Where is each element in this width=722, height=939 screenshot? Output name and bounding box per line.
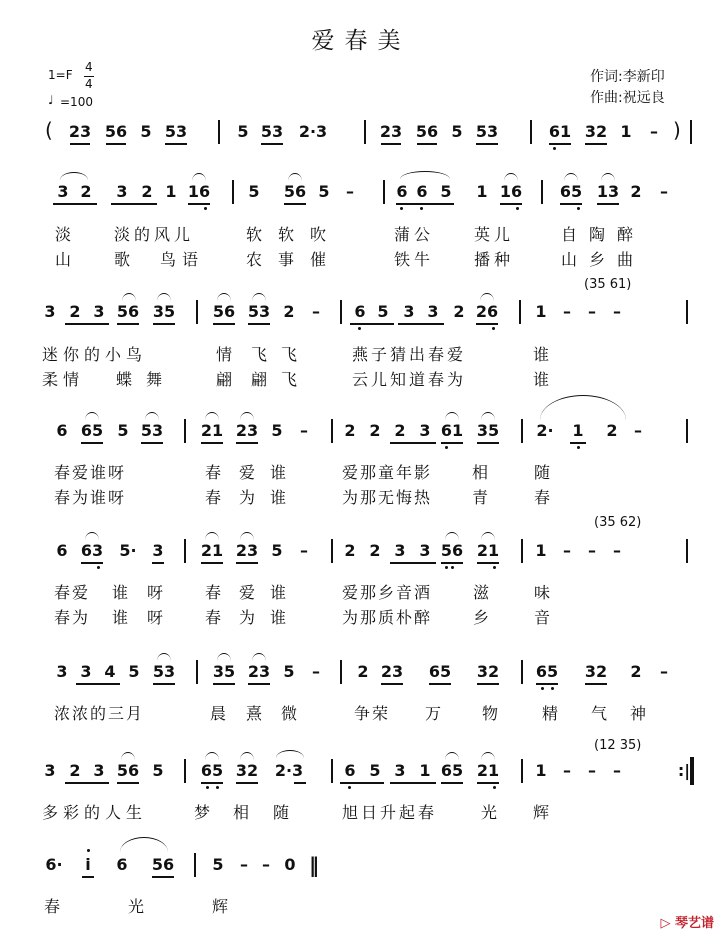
row6-token-18: 2	[630, 662, 642, 681]
lyric-word: 争荣	[354, 704, 391, 723]
row7-token-4: 5	[152, 761, 164, 780]
time-sig-denominator: 4	[85, 77, 93, 91]
row8-token-3: 56	[151, 855, 175, 874]
row7-token-13: 1	[419, 761, 431, 780]
lyric-word: 气	[591, 704, 608, 723]
lyric-word: 春爱谁呀	[54, 463, 127, 482]
row7-token-14: 65	[440, 761, 464, 780]
row5-cue: (35 62)	[594, 515, 642, 530]
row7-token-9	[331, 759, 333, 783]
lyric-word: 春	[205, 608, 222, 627]
row4-token-10: 2	[344, 421, 356, 440]
row3-token-19: –	[563, 302, 571, 321]
row4-token-1: 65	[80, 421, 104, 440]
lyric-word: 春爱	[54, 583, 91, 602]
row5-token-5: 21	[200, 541, 224, 560]
row4-token-14: 61	[440, 421, 464, 440]
row4-token-7: 5	[271, 421, 283, 440]
lyric-word: 精	[542, 704, 559, 723]
row7-token-7: 32	[235, 761, 259, 780]
row1-token-12: 5	[451, 122, 463, 141]
row2-token-21: –	[660, 182, 668, 201]
lyric-word: 自陶醉	[561, 225, 646, 244]
score-row-5	[0, 537, 722, 577]
row2-token-4: 1	[165, 182, 177, 201]
row7-token-8: 2·3	[274, 761, 304, 780]
lyric-word: 翩	[216, 370, 233, 389]
row4-token-17: 2·	[536, 421, 554, 440]
row1-token-4: 53	[164, 122, 188, 141]
row4-token-16	[521, 419, 523, 443]
lyric-word: 梦	[194, 803, 211, 822]
score-row-8	[0, 851, 722, 891]
lyric-word: 乡	[473, 608, 490, 627]
row7-token-11: 5	[369, 761, 381, 780]
tempo-marking: =100	[60, 95, 93, 109]
row6-token-12: 23	[380, 662, 404, 681]
row7-token-2: 3	[93, 761, 105, 780]
row8-token-4	[194, 853, 196, 877]
lyric-word: 谁	[112, 583, 129, 602]
lyric-word: 情	[216, 345, 233, 364]
lyric-word: 蒲公	[394, 225, 435, 244]
row5-token-13: 3	[419, 541, 431, 560]
row1-token-7: 53	[260, 122, 284, 141]
row8-token-5: 5	[212, 855, 224, 874]
lyric-word: 歌	[114, 250, 131, 269]
row2-token-9: 5	[318, 182, 330, 201]
lyric-word: 播种	[474, 250, 515, 269]
row2-token-5: 16	[187, 182, 211, 201]
row4-token-19: 2	[606, 421, 618, 440]
row5-token-20: –	[613, 541, 621, 560]
row8-token-2: 6	[116, 855, 128, 874]
row3-lyrics-verse1	[0, 342, 722, 364]
row7-token-6: 65	[200, 761, 224, 780]
row3-token-22	[686, 300, 688, 324]
row3-token-7: 53	[247, 302, 271, 321]
lyric-word: 为那无悔热	[342, 488, 433, 507]
row1-token-9	[364, 120, 366, 144]
lyric-word: 光	[481, 803, 498, 822]
lyric-word: 谁	[270, 608, 287, 627]
lyric-word: 山乡曲	[561, 250, 646, 269]
lyric-word: 爱那乡音酒	[342, 583, 433, 602]
lyricist-credit: 作词:李新印	[590, 69, 665, 85]
row2-token-14: 5	[440, 182, 452, 201]
row3-token-12: 5	[377, 302, 389, 321]
row3-token-9: –	[312, 302, 320, 321]
row6-token-17: 32	[584, 662, 608, 681]
row2-token-8: 56	[283, 182, 307, 201]
row5-token-1: 63	[80, 541, 104, 560]
row4-token-12: 2	[394, 421, 406, 440]
lyric-word: 谁	[112, 608, 129, 627]
row8-token-1: i	[85, 855, 91, 874]
lyric-word: 软软吹	[246, 225, 343, 244]
row1-token-2: 56	[104, 122, 128, 141]
row2-token-20: 2	[630, 182, 642, 201]
row3-token-10	[340, 300, 342, 324]
lyric-word: 晨	[210, 704, 227, 723]
lyric-word: 爱	[239, 583, 256, 602]
row6-token-13: 65	[428, 662, 452, 681]
lyric-word: 光	[128, 897, 145, 916]
lyric-word: 滋	[473, 583, 490, 602]
row2-token-1: 2	[80, 182, 92, 201]
row5-token-19: –	[588, 541, 596, 560]
lyric-word: 飞	[251, 345, 268, 364]
row7-token-10: 6	[344, 761, 356, 780]
row2-token-17	[541, 180, 543, 204]
row5-token-11: 2	[369, 541, 381, 560]
row4-token-8: –	[300, 421, 308, 440]
row1-token-0: (	[45, 118, 53, 142]
lyric-word: 相	[233, 803, 250, 822]
row5-token-17: 1	[535, 541, 547, 560]
lyric-word: 万	[425, 704, 442, 723]
row6-token-4: 53	[152, 662, 176, 681]
row7-lyrics-verse1	[0, 800, 722, 822]
row3-token-17	[519, 300, 521, 324]
row4-token-15: 35	[476, 421, 500, 440]
row6-lyrics-verse1	[0, 701, 722, 723]
logo-icon: ▷	[660, 916, 671, 931]
row6-token-5	[196, 660, 198, 684]
lyric-word: 爱那童年影	[342, 463, 433, 482]
row6-token-19: –	[660, 662, 668, 681]
row7-cue: (12 35)	[594, 738, 642, 753]
row2-token-13: 6	[416, 182, 428, 201]
lyric-word: 翩	[251, 370, 268, 389]
lyric-word: 谁	[270, 583, 287, 602]
row2-token-12: 6	[396, 182, 408, 201]
row6-token-1: 3	[80, 662, 92, 681]
row8-token-8: 0	[284, 855, 296, 874]
row3-token-2: 3	[93, 302, 105, 321]
row2-token-10: –	[346, 182, 354, 201]
lyric-word: 相	[472, 463, 489, 482]
row5-token-16	[521, 539, 523, 563]
row4-token-5: 21	[200, 421, 224, 440]
row1-token-17: 1	[620, 122, 632, 141]
row5-token-3: 3	[152, 541, 164, 560]
row1-token-8: 2·3	[298, 122, 328, 141]
row2-lyrics-verse2	[0, 247, 722, 269]
row3-token-13: 3	[403, 302, 415, 321]
lyric-word: 呀	[147, 583, 164, 602]
row3-token-1: 2	[69, 302, 81, 321]
score-row-3	[0, 298, 722, 338]
row5-lyrics-verse2	[0, 605, 722, 627]
lyric-word: 味	[534, 583, 551, 602]
row6-token-8: 5	[283, 662, 295, 681]
lyric-word: 春	[205, 583, 222, 602]
lyric-word: 多彩的人生	[42, 803, 148, 822]
row1-token-19: )	[673, 118, 681, 142]
row1-token-6: 5	[237, 122, 249, 141]
row2-token-7: 5	[248, 182, 260, 201]
row2-token-16: 16	[499, 182, 523, 201]
row5-token-8: –	[300, 541, 308, 560]
song-title: 爱春美	[311, 28, 411, 54]
lyric-word: 春	[205, 463, 222, 482]
lyric-word: 山	[55, 250, 72, 269]
row3-token-16: 26	[475, 302, 499, 321]
lyric-word: 物	[482, 704, 499, 723]
score-row-1	[0, 118, 722, 158]
row4-token-2: 5	[117, 421, 129, 440]
row5-token-9	[331, 539, 333, 563]
row8-lyrics-verse1	[0, 894, 722, 916]
row4-token-4	[184, 419, 186, 443]
row3-token-4: 35	[152, 302, 176, 321]
lyric-word: 铁牛	[394, 250, 435, 269]
row1-token-11: 56	[415, 122, 439, 141]
row1-token-16: 32	[584, 122, 608, 141]
lyric-word: 飞	[281, 345, 298, 364]
row2-token-6	[232, 180, 234, 204]
lyric-word: 云儿知道春为	[352, 370, 467, 389]
row5-token-12: 3	[394, 541, 406, 560]
row3-token-20: –	[588, 302, 596, 321]
key-signature: 1=F	[48, 68, 73, 82]
row4-token-11: 2	[369, 421, 381, 440]
row7-token-18: –	[563, 761, 571, 780]
row7-token-20: –	[613, 761, 621, 780]
row7-token-21: :|	[677, 761, 691, 780]
lyric-word: 爱	[239, 463, 256, 482]
lyric-word: 旭日升起春	[342, 803, 438, 822]
lyric-word: 随	[534, 463, 551, 482]
lyric-word: 微	[281, 704, 298, 723]
row6-token-0: 3	[56, 662, 68, 681]
lyric-word: 谁	[533, 345, 550, 364]
watermark-text: 琴艺谱	[674, 916, 714, 931]
row7-token-17: 1	[535, 761, 547, 780]
row4-token-21	[686, 419, 688, 443]
row2-lyrics-verse1	[0, 222, 722, 244]
lyric-word: 音	[534, 608, 551, 627]
row4-token-18: 1	[572, 421, 584, 440]
row4-lyrics-verse1	[0, 460, 722, 482]
row8-token-7: –	[262, 855, 270, 874]
lyric-word: 鸟语	[160, 250, 205, 269]
time-sig-numerator: 4	[85, 60, 93, 74]
row5-token-4	[184, 539, 186, 563]
row8-token-6: –	[240, 855, 248, 874]
row7-token-3: 56	[116, 761, 140, 780]
row2-token-0: 3	[57, 182, 69, 201]
lyric-word: 迷你的小鸟	[42, 345, 148, 364]
lyric-word: 春	[44, 897, 61, 916]
lyric-word: 春	[205, 488, 222, 507]
row5-token-6: 23	[235, 541, 259, 560]
quarter-note-icon: ♩	[48, 93, 54, 107]
row7-token-16	[521, 759, 523, 783]
score-row-4	[0, 417, 722, 457]
lyric-word: 淡	[55, 225, 72, 244]
row6-token-10	[340, 660, 342, 684]
row1-token-3: 5	[140, 122, 152, 141]
row2-token-15: 1	[476, 182, 488, 201]
row1-token-13: 53	[475, 122, 499, 141]
row4-token-20: –	[634, 421, 642, 440]
row2-token-18: 65	[559, 182, 583, 201]
row6-token-7: 23	[247, 662, 271, 681]
lyric-word: 呀	[147, 608, 164, 627]
row5-token-10: 2	[344, 541, 356, 560]
lyric-word: 蝶舞	[116, 370, 177, 389]
row4-token-0: 6	[56, 421, 68, 440]
lyric-word: 为	[239, 608, 256, 627]
row6-token-2: 4	[104, 662, 116, 681]
row1-token-15: 61	[548, 122, 572, 141]
row3-token-3: 56	[116, 302, 140, 321]
watermark-logo	[660, 912, 714, 931]
row6-token-15	[521, 660, 523, 684]
row3-token-15: 2	[453, 302, 465, 321]
row5-lyrics-verse1	[0, 580, 722, 602]
row6-token-9: –	[312, 662, 320, 681]
row6-token-16: 65	[535, 662, 559, 681]
row3-token-18: 1	[535, 302, 547, 321]
composer-credit: 作曲:祝远良	[590, 90, 665, 106]
lyric-word: 谁	[270, 463, 287, 482]
lyric-word: 燕子猜出春爱	[352, 345, 467, 364]
lyric-word: 辉	[533, 803, 550, 822]
row3-lyrics-verse2	[0, 367, 722, 389]
lyric-word: 为	[239, 488, 256, 507]
score-row-2	[0, 178, 722, 218]
lyric-word: 春为	[54, 608, 91, 627]
lyric-word: 谁	[270, 488, 287, 507]
row4-token-3: 53	[140, 421, 164, 440]
row3-token-11: 6	[354, 302, 366, 321]
lyric-word: 神	[630, 704, 647, 723]
row6-token-14: 32	[476, 662, 500, 681]
row6-token-11: 2	[357, 662, 369, 681]
row8-token-9: ‖	[309, 853, 319, 877]
row3-token-0: 3	[44, 302, 56, 321]
row8-token-0: 6·	[45, 855, 63, 874]
row7-token-5	[184, 759, 186, 783]
lyric-word: 淡的风儿	[114, 225, 195, 244]
lyric-word: 辉	[212, 897, 229, 916]
row5-token-18: –	[563, 541, 571, 560]
row5-token-2: 5·	[119, 541, 137, 560]
row7-token-0: 3	[44, 761, 56, 780]
lyric-word: 柔情	[42, 370, 85, 389]
score-row-7	[0, 757, 722, 797]
lyric-word: 农事催	[246, 250, 343, 269]
row2-token-19: 13	[596, 182, 620, 201]
row4-token-9	[331, 419, 333, 443]
lyric-word: 谁	[533, 370, 550, 389]
row1-token-14	[530, 120, 532, 144]
row7-token-19: –	[588, 761, 596, 780]
row5-token-0: 6	[56, 541, 68, 560]
lyric-word: 春	[534, 488, 551, 507]
row2-token-11	[383, 180, 385, 204]
row1-token-1: 23	[68, 122, 92, 141]
score-row-6	[0, 658, 722, 698]
lyric-word: 为那质朴醉	[342, 608, 433, 627]
row5-token-21	[686, 539, 688, 563]
row4-token-13: 3	[419, 421, 431, 440]
row3-token-8: 2	[283, 302, 295, 321]
lyric-word: 春为谁呀	[54, 488, 127, 507]
lyric-word: 随	[273, 803, 290, 822]
lyric-word: 飞	[281, 370, 298, 389]
row3-token-14: 3	[427, 302, 439, 321]
row7-token-15: 21	[476, 761, 500, 780]
lyric-word: 青	[472, 488, 489, 507]
row1-token-18: –	[650, 122, 658, 141]
row3-cue: (35 61)	[584, 277, 632, 292]
row3-token-21: –	[613, 302, 621, 321]
row6-token-6: 35	[212, 662, 236, 681]
lyric-word: 浓浓的三月	[54, 704, 145, 723]
row1-token-5	[218, 120, 220, 144]
lyric-word: 英儿	[474, 225, 515, 244]
row5-token-14: 56	[440, 541, 464, 560]
row5-token-7: 5	[271, 541, 283, 560]
row2-token-3: 2	[141, 182, 153, 201]
row4-token-6: 23	[235, 421, 259, 440]
row5-token-15: 21	[476, 541, 500, 560]
row2-token-2: 3	[116, 182, 128, 201]
row1-token-10: 23	[379, 122, 403, 141]
row3-token-5	[196, 300, 198, 324]
row4-lyrics-verse2	[0, 485, 722, 507]
row6-token-3: 5	[128, 662, 140, 681]
row3-token-6: 56	[212, 302, 236, 321]
lyric-word: 熹	[246, 704, 263, 723]
row7-token-12: 3	[394, 761, 406, 780]
row7-token-1: 2	[69, 761, 81, 780]
